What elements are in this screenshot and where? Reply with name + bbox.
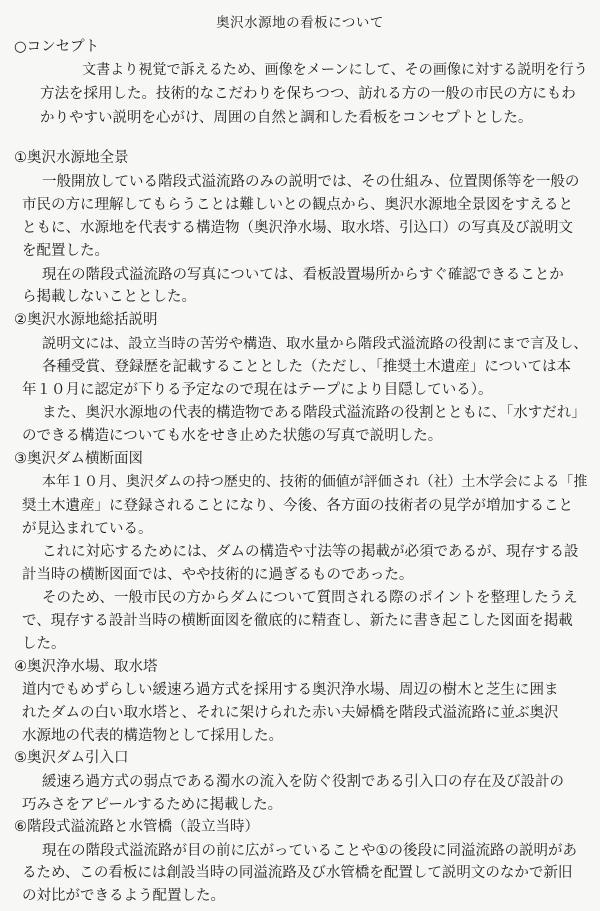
paragraph-line: 文書より視覚で訴えるため、画像をメーンにして、その画像に対する説明を行う [82, 62, 588, 78]
paragraph-line: 市民の方に理解してもらうことは難しいとの観点から、奥沢水源地全景図をすえると [22, 197, 573, 213]
paragraph-line: ともに、水源地を代表する構造物（奥沢浄水場、取水塔、引込口）の写真及び説明文 [22, 220, 573, 236]
paragraph-line: の対比ができるよう配置した。 [22, 888, 225, 904]
paragraph-line: 計当時の横断図面では、やや技術的に過ぎるものであった。 [22, 567, 414, 583]
paragraph-line: が見込まれている。 [22, 521, 153, 537]
paragraph-line: るため、この看板には創設当時の同溢流路及び水管橋を配置して説明文のなかで新旧 [22, 865, 573, 881]
paragraph-line: のできる構造についても水をせき止めた状態の写真で説明した。 [22, 428, 443, 444]
paragraph-line: 現在の階段式溢流路が目の前に広がっていることや①の後段に同溢流路の説明があ [42, 843, 577, 859]
paragraph-line: 道内でもめずらしい緩速ろ過方式を採用する奥沢浄水場、周辺の樹木と芝生に囲ま [22, 682, 559, 698]
paragraph-line: 各種受賞、登録歴を記載することとした（ただし、「推奨土木遺産」については本 [42, 359, 571, 375]
paragraph-line: 巧みさをアピールするために掲載した。 [22, 797, 283, 813]
paragraph-line: かりやすい説明を心がけ、周囲の自然と調和した看板をコンセプトとした。 [40, 110, 533, 126]
paragraph-line: ら掲載しないこととした。 [22, 289, 196, 305]
paragraph-line: 現在の階段式溢流路の写真については、看板設置場所からすぐ確認できることか [42, 267, 564, 283]
paragraph-line: した。 [22, 636, 66, 652]
section-heading: ②奥沢水源地総括説明 [14, 312, 158, 328]
document-title: 奥沢水源地の看板について [216, 15, 384, 31]
paragraph-line: 緩速ろ過方式の弱点である濁水の流入を防ぐ役割である引入口の存在及び設計の [42, 774, 564, 790]
paragraph-line: を配置した。 [22, 243, 109, 259]
paragraph-line: 説明文には、設立当時の苦労や構造、取水量から階段式溢流路の役割にまで言及し、 [42, 336, 588, 352]
paragraph-line: 本年１０月、奥沢ダムの持つ歴史的、技術的価値が評価され（社）土木学会による「推 [42, 474, 588, 490]
paragraph-line: で、現存する設計当時の横断面図を徹底的に精査し、新たに書き起こした図面を掲載 [22, 613, 573, 629]
paragraph-line: 一般開放している階段式溢流路のみの説明では、その仕組み、位置関係等を一般の [42, 174, 580, 190]
paragraph-line: 水源地の代表的構造物として採用した。 [22, 728, 283, 744]
section-heading: ③奥沢ダム横断面図 [14, 451, 143, 467]
paragraph-line: 年１０月に認定が下りる予定なので現在はテープにより目隠している）。 [22, 382, 493, 398]
paragraph-line: 奨土木遺産」に登録されることになり、今後、各方面の技術者の見学が増加すること [22, 498, 573, 514]
paragraph-line: 方法を採用した。技術的なこだわりを保ちつつ、訪れる方の一般の市民の方にもわ [40, 86, 576, 102]
paragraph-line: そのため、一般市民の方からダムについて質問される際のポイントを整理したうえ [42, 590, 578, 606]
concept-heading: ○コンセプト [14, 39, 100, 55]
paragraph-line: また、奥沢水源地の代表的構造物である階段式溢流路の役割とともに、「水すだれ」 [42, 405, 586, 421]
paragraph-line: れたダムの白い取水塔と、それに架けられた赤い夫婦橋を階段式溢流路に並ぶ奥沢 [22, 705, 559, 721]
section-heading: ④奥沢浄水場、取水塔 [14, 659, 158, 675]
section-heading: ⑤奥沢ダム引入口 [14, 750, 129, 766]
paragraph-line: これに対応するためには、ダムの構造や寸法等の掲載が必須であるが、現存する設 [42, 544, 579, 560]
section-heading: ①奥沢水源地全景 [14, 150, 129, 166]
section-heading: ⑥階段式溢流路と水管橋（設立当時） [14, 819, 259, 835]
